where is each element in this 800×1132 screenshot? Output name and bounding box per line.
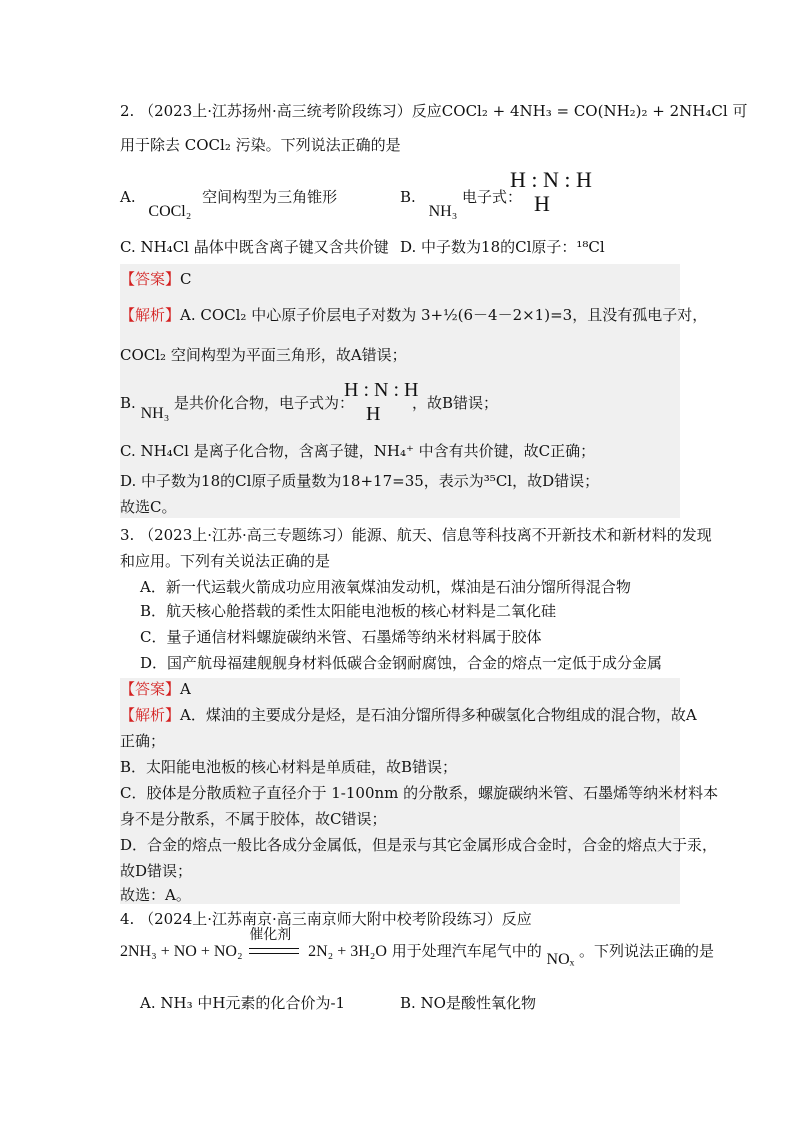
q2-analysis-line3-end: ，故B错误；	[412, 394, 499, 412]
q2-option-a-formula: COCl₂	[148, 203, 192, 220]
q4-catalyst: 催化剂	[249, 927, 292, 943]
analysis-lewis-bottom: H	[366, 403, 381, 425]
q2-answer-value: C	[180, 270, 192, 288]
q3-option-a: A．新一代运载火箭成功应用液氧煤油发动机，煤油是石油分馏所得混合物	[140, 578, 631, 596]
q4-reaction-left: 2NH₃ + NO + NO₂	[120, 943, 243, 960]
q2-option-a-label: A.	[120, 188, 136, 206]
q2-stem-line1: 2. （2023上·江苏扬州·高三统考阶段练习）反应COCl₂ + 4NH₃ = CO(NH₂)₂ + 2NH₄Cl 可	[120, 102, 748, 120]
q3-analysis-line3: B．太阳能电池板的核心材料是单质硅，故B错误；	[120, 758, 458, 776]
q2-lewis-nh3	[510, 168, 592, 216]
q4-reaction	[120, 927, 715, 968]
q2-analysis-line2: COCl₂ 空间构型为平面三角形，故A错误；	[120, 346, 407, 364]
q3-option-d: D．国产航母福建舰舰身材料低碳合金钢耐腐蚀，合金的熔点一定低于成分金属	[140, 654, 663, 672]
q2-analysis-b-text: 是共价化合物，电子式为：	[174, 394, 355, 412]
analysis-lewis-top: H : N : H	[344, 379, 419, 401]
q4-reaction-right: 2N₂ + 3H₂O	[308, 943, 387, 960]
q4-option-b: B. NO是酸性氧化物	[400, 994, 536, 1012]
q2-analysis-line3	[120, 392, 355, 422]
q2-stem-line2: 用于除去 COCl₂ 污染。下列说法正确的是	[120, 136, 401, 154]
q3-option-b: B．航天核心舱搭载的柔性太阳能电池板的核心材料是二氧化硅	[140, 602, 557, 620]
q3-analysis-line2: 正确；	[120, 732, 166, 750]
q3-analysis-line7: 故D错误；	[120, 862, 193, 880]
q2-option-a	[120, 186, 338, 220]
q2-analysis-text1: A. COCl₂ 中心原子价层电子对数为 3+½(6－4－2×1)=3，且没有孤电子对，	[180, 306, 708, 324]
q3-analysis-line8: 故选：A。	[120, 886, 191, 904]
q3-answer-value: A	[180, 680, 191, 698]
q2-option-b	[400, 186, 523, 220]
q4-reaction-arrow	[247, 927, 303, 962]
q2-analysis-line1	[120, 304, 707, 326]
q2-option-b-formula: NH₃	[428, 203, 458, 220]
q3-analysis-line6: D．合金的熔点一般比各成分金属低，但是汞与其它金属形成合金时，合金的熔点大于汞，	[120, 836, 718, 854]
q2-answer	[120, 268, 192, 290]
q2-option-a-text: 空间构型为三角锥形	[202, 188, 338, 206]
q3-analysis-line1	[120, 704, 697, 726]
q3-answer-tag: 【答案】	[120, 680, 181, 698]
q4-nox-formula: NOₓ	[546, 951, 575, 968]
q3-analysis-line5: 身不是分散系，不属于胶体，故C错误；	[120, 810, 387, 828]
q3-analysis-tag: 【解析】	[120, 706, 181, 724]
q2-analysis-line5: D. 中子数为18的Cl原子质量数为18+17=35，表示为³⁵Cl，故D错误；	[120, 472, 600, 490]
q3-answer	[120, 678, 191, 700]
q4-stem-line1: 4. （2024上·江苏南京·高三南京师大附中校考阶段练习）反应	[120, 910, 532, 928]
q4-equal-sign	[249, 948, 299, 954]
q2-analysis-b-label: B.	[120, 394, 136, 412]
q2-answer-tag: 【答案】	[120, 270, 181, 288]
q2-analysis-line4: C. NH₄Cl 是离子化合物，含离子键，NH₄⁺ 中含有共价键，故C正确；	[120, 442, 596, 460]
q2-analysis-lewis-nh3	[344, 378, 418, 426]
lewis-top: H : N : H	[510, 167, 592, 192]
q3-analysis-text1: A．煤油的主要成分是烃，是石油分馏所得多种碳氢化合物组成的混合物，故A	[180, 706, 697, 724]
q2-analysis-b-formula: NH₃	[140, 405, 170, 422]
q4-stem-line2-end: 。下列说法正确的是	[579, 942, 715, 960]
lewis-bottom: H	[534, 191, 550, 216]
q4-option-a: A. NH₃ 中H元素的化合价为-1	[140, 994, 346, 1012]
q2-option-b-text: 电子式：	[462, 188, 523, 206]
q4-stem-line2-text: 用于处理汽车尾气中的	[391, 942, 542, 960]
q2-analysis-line6: 故选C。	[120, 498, 177, 516]
q2-option-c: C. NH₄Cl 晶体中既含离子键又含共价键	[120, 238, 389, 256]
q3-stem-line1: 3. （2023上·江苏·高三专题练习）能源、航天、信息等科技离不开新技术和新材料的发现	[120, 526, 712, 544]
q3-stem-line2: 和应用。下列有关说法正确的是	[120, 552, 331, 570]
q2-analysis-tag: 【解析】	[120, 306, 181, 324]
q3-option-c: C．量子通信材料螺旋碳纳米管、石墨烯等纳米材料属于胶体	[140, 628, 542, 646]
q2-option-b-label: B.	[400, 188, 416, 206]
q3-analysis-line4: C．胶体是分散质粒子直径介于 1-100nm 的分散系，螺旋碳纳米管、石墨烯等纳米材料本	[120, 784, 719, 802]
q2-option-d: D. 中子数为18的Cl原子：¹⁸Cl	[400, 238, 605, 256]
